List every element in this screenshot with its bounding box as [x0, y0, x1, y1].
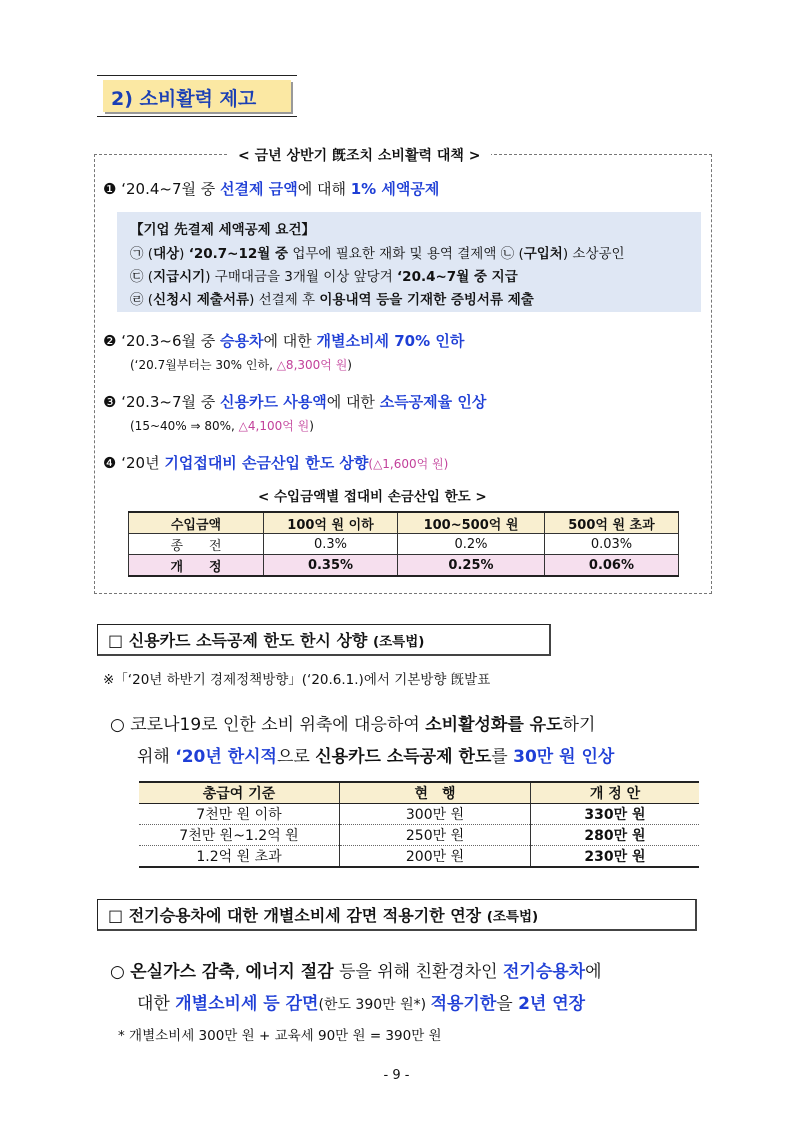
- measure-item-2-note: (‘20.7월부터는 30% 인하, △8,300억 원): [130, 358, 352, 372]
- section-heading-text: 2) 소비활력 제고: [103, 80, 291, 112]
- requirement-line-3: ㉣ (신청시 제출서류) 선결제 후 이용내역 등을 기재한 증빙서류 제출: [130, 292, 534, 308]
- table-row: 7천만 원 이하 300만 원 330만 원: [139, 804, 699, 825]
- page-number: - 9 -: [383, 1068, 410, 1083]
- ev-para-line-1: ○ 온실가스 감축, 에너지 절감 등을 위해 친환경차인 전기승용차에: [110, 962, 602, 982]
- card-section-heading: □ 신용카드 소득공제 한도 한시 상향 (조특법): [97, 624, 551, 656]
- ev-para-line-2: 대한 개별소비세 등 감면(한도 390만 원*) 적용기한을 2년 연장: [137, 994, 586, 1014]
- requirement-line-1: ㉠ (대상) ‘20.7~12월 중 업무에 필요한 재화 및 용역 결제액 ㉡ (구입처) 소상공인: [130, 246, 625, 262]
- item-number: ❶: [103, 180, 117, 198]
- ev-section-heading: □ 전기승용차에 대한 개별소비세 감면 적용기한 연장 (조특법): [97, 899, 697, 931]
- measure-item-3: ❸ ‘20.3~7월 중 신용카드 사용액에 대한 소득공제율 인상: [103, 393, 487, 411]
- table-row: 1.2억 원 초과 200만 원 230만 원: [139, 846, 699, 868]
- table-header-row: 총급여 기준 현 행 개 정 안: [139, 782, 699, 804]
- measure-item-4: ❹ ‘20년 기업접대비 손금산입 한도 상향(△1,600억 원): [103, 454, 449, 472]
- table-row: 종 전 0.3% 0.2% 0.03%: [129, 534, 679, 555]
- table-row: 개 정 0.35% 0.25% 0.06%: [129, 555, 679, 577]
- card-deduction-table: [139, 781, 699, 868]
- table-header-row: 수입금액 100억 원 이하 100~500억 원 500억 원 초과: [129, 512, 679, 534]
- card-section-note: ※「‘20년 하반기 경제정책방향」(‘20.6.1.)에서 기본방향 旣발표: [103, 672, 491, 688]
- requirements-box: [117, 212, 701, 312]
- section-heading: [97, 75, 297, 117]
- requirements-title: 【기업 先결제 세액공제 요건】: [130, 222, 316, 238]
- ev-footnote: * 개별소비세 300만 원 + 교육세 90만 원 = 390만 원: [118, 1028, 442, 1044]
- card-para-line-1: ○ 코로나19로 인한 소비 위축에 대응하여 소비활성화를 유도하기: [110, 715, 596, 735]
- table-row: 7천만 원~1.2억 원 250만 원 280만 원: [139, 825, 699, 846]
- entertainment-table-title: < 수입금액별 접대비 손금산입 한도 >: [258, 489, 487, 505]
- requirement-line-2: ㉢ (지급시기) 구매대금을 3개월 이상 앞당겨 ‘20.4~7월 중 지급: [130, 269, 518, 285]
- card-para-line-2: 위해 ‘20년 한시적으로 신용카드 소득공제 한도를 30만 원 인상: [137, 747, 615, 767]
- measure-item-3-note: (15~40% ⇒ 80%, △4,100억 원): [130, 419, 314, 433]
- entertainment-limit-table: [128, 511, 679, 577]
- measure-item-2: ❷ ‘20.3~6월 중 승용차에 대한 개별소비세 70% 인하: [103, 332, 465, 350]
- measure-item-1: ❶ ‘20.4~7월 중 선결제 금액에 대해 1% 세액공제: [103, 180, 440, 198]
- measures-box-title: < 금년 상반기 旣조치 소비활력 대책 >: [228, 145, 491, 165]
